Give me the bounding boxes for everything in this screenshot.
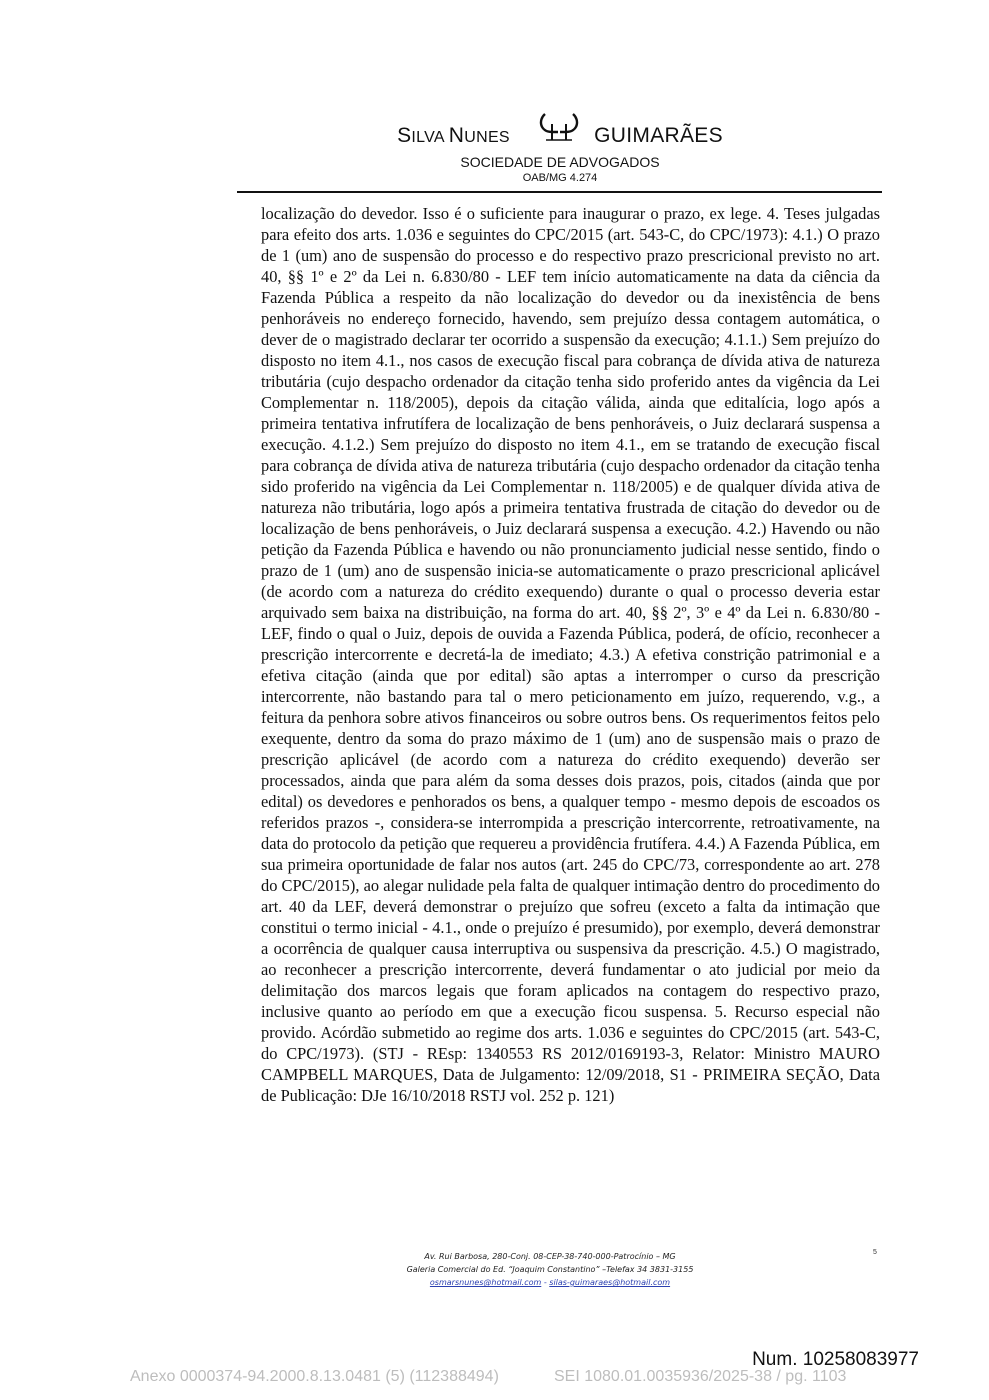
oab-registration: OAB/MG 4.274: [522, 172, 598, 184]
firm-logo: [536, 110, 582, 146]
firm-subtitle: SOCIEDADE DE ADVOGADOS: [460, 154, 660, 170]
page-number: 5: [873, 1249, 877, 1256]
header-divider: [237, 191, 882, 193]
annex-stamp-right: SEI 1080.01.0035936/2025-38 / pg. 1103: [554, 1368, 847, 1385]
email-separator: -: [541, 1278, 550, 1287]
footer-gallery: Galeria Comercial do Ed. “Joaquim Constantino” –Telefax 34 3831-3155: [406, 1265, 694, 1274]
firm-name-right: GUIMARÃES: [594, 124, 723, 147]
footer-emails: [330, 1276, 770, 1289]
annex-stamp-left: Anexo 0000374-94.2000.8.13.0481 (5) (112388494): [130, 1368, 499, 1385]
email-link-nunes[interactable]: osmarsnunes@hotmail.com: [429, 1278, 542, 1287]
annex-stamp: [130, 1368, 890, 1386]
page-footer: [330, 1250, 770, 1289]
document-number: Num. 10258083977: [752, 1349, 919, 1370]
firm-name-left: SILVA NUNES: [397, 124, 510, 147]
email-link-guimaraes[interactable]: silas-guimaraes@hotmail.com: [549, 1278, 671, 1287]
footer-address: Av. Rui Barbosa, 280-Conj. 08-CEP-38-740-000-Patrocínio – MG: [424, 1252, 676, 1261]
body-paragraph: localização do devedor. Isso é o suficiente para inaugurar o prazo, ex lege. 4. Teses julgadas para efeito dos arts. 1.036 e seguintes do CPC/2015 (art. 543-C, do CPC/1973): 4.1.) O prazo de 1 (um) ano de suspensão do processo e do respectivo prazo prescricional previsto no art. 40, §§ 1º e 2º da Lei n. 6.830/80 - LEF tem início automaticamente na data da ciência da Fazenda Pública a respeito da não localização do devedor ou da inexistência de bens penhoráveis no endereço fornecido, havendo, sem prejuízo dessa contagem automática, o dever de o magistrado declarar ter ocorrido a suspensão da execução; 4.1.1.) Sem prejuízo do disposto no item 4.1., nos casos de execução fiscal para cobrança de dívida ativa de natureza tributária (cujo despacho ordenador da citação tenha sido proferido antes da vigência da Lei Complementar n. 118/2005), depois da citação válida, ainda que editalícia, logo após a primeira tentativa infrutífera de localização de bens penhoráveis, o Juiz declarará suspensa a execução. 4.1.2.) Sem prejuízo do disposto no item 4.1., em se tratando de execução fiscal para cobrança de dívida ativa de natureza tributária (cujo despacho ordenador da citação tenha sido proferido na vigência da Lei Complementar n. 118/2005) e de qualquer dívida ativa de natureza não tributária, logo após a primeira tentativa frustrada de citação do devedor ou de localização de bens penhoráveis, o Juiz declarará suspensa a execução. 4.2.) Havendo ou não petição da Fazenda Pública e havendo ou não pronunciamento judicial nesse sentido, findo o prazo de 1 (um) ano de suspensão inicia-se automaticamente o prazo prescricional aplicável (de acordo com a natureza do crédito exequendo) durante o qual o processo deveria estar arquivado sem baixa na distribuição, na forma do art. 40, §§ 2º, 3º e 4º da Lei n. 6.830/80 - LEF, findo o qual o Juiz, depois de ouvida a Fazenda Pública, poderá, de ofício, reconhecer a prescrição intercorrente e decretá-la de imediato; 4.3.) A efetiva constrição patrimonial e a efetiva citação (ainda que por edital) são aptas a interromper o curso da prescrição intercorrente, não bastando para tal o mero peticionamento em juízo, requerendo, v.g., a feitura da penhora sobre ativos financeiros ou sobre outros bens. Os requerimentos feitos pelo exequente, dentro da soma do prazo máximo de 1 (um) ano de suspensão mais o prazo de prescrição aplicável (de acordo com a natureza do crédito exequendo) deverão ser processados, ainda que para além da soma desses dois prazos, pois, citados (ainda que por edital) os devedores e penhorados os bens, a qualquer tempo - mesmo depois de escoados os referidos prazos -, considera-se interrompida a prescrição intercorrente, retroativamente, na data do protocolo da petição que requereu a providência frutífera. 4.4.) A Fazenda Pública, em sua primeira oportunidade de falar nos autos (art. 245 do CPC/73, correspondente ao art. 278 do CPC/2015), ao alegar nulidade pela falta de qualquer intimação dentro do procedimento do art. 40 da LEF, deverá demonstrar o prejuízo que sofreu (exceto a falta da intimação que constitui o termo inicial - 4.1., onde o prejuízo é presumido), por exemplo, deverá demonstrar a ocorrência de qualquer causa interruptiva ou suspensiva da prescrição. 4.5.) O magistrado, ao reconhecer a prescrição intercorrente, deverá fundamentar o ato judicial por meio da delimitação dos marcos legais que foram aplicados na contagem do respectivo prazo, inclusive quanto ao período em que a execução ficou suspensa. 5. Recurso especial não provido. Acórdão submetido ao regime dos arts. 1.036 e seguintes do CPC/2015 (art. 543-C, do CPC/1973). (STJ - REsp: 1340553 RS 2012/0169193-3, Relator: Ministro MAURO CAMPBELL MARQUES, Data de Julgamento: 12/09/2018, S1 - PRIMEIRA SEÇÃO, Data de Publicação: DJe 16/10/2018 RSTJ vol. 252 p. 121): [261, 204, 880, 1105]
